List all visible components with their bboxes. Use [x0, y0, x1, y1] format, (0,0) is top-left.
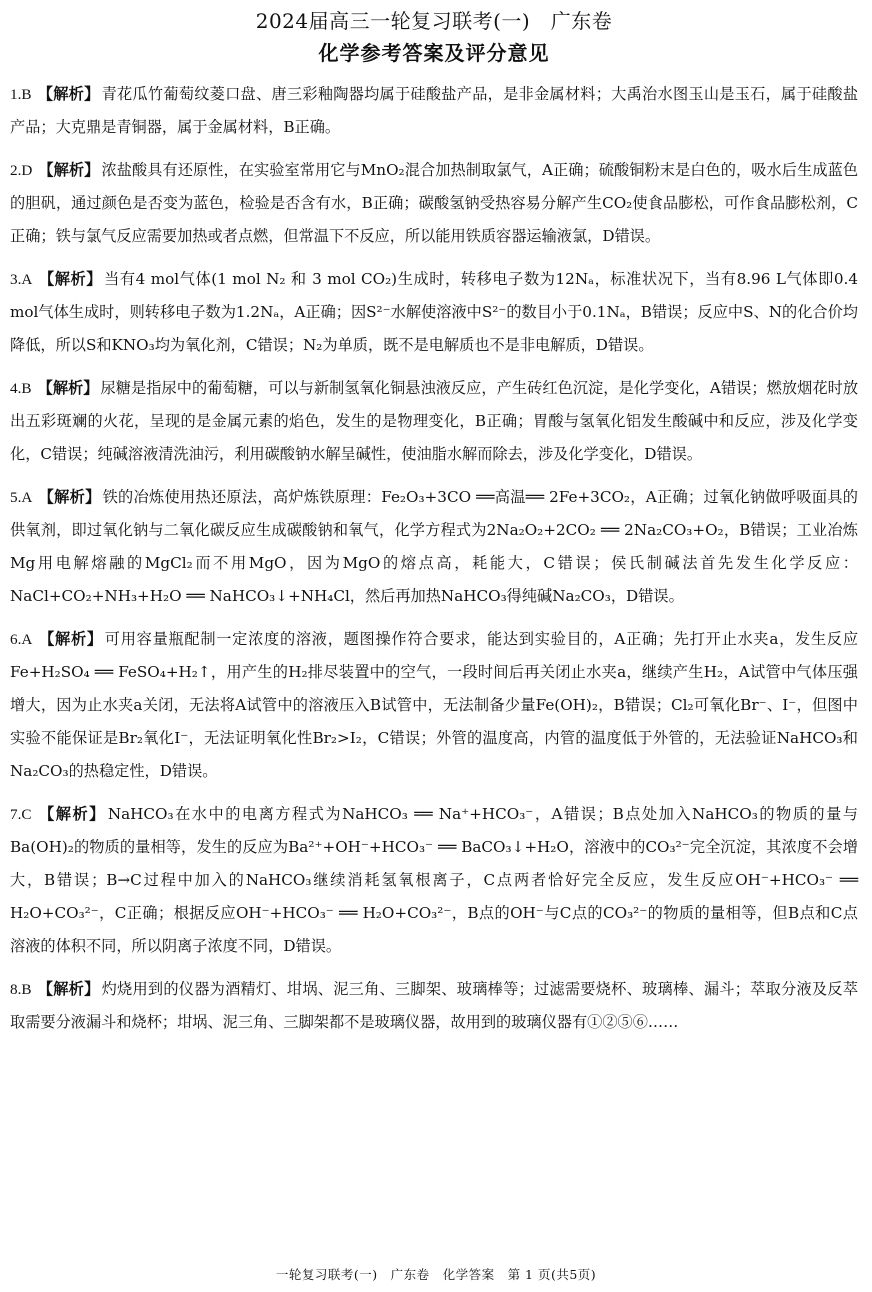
analysis-tag: 【解析】	[38, 488, 101, 506]
answer-item-7	[10, 798, 858, 963]
answer-item-2	[10, 154, 858, 253]
answer-number: 4.B	[10, 380, 32, 397]
analysis-tag: 【解析】	[37, 980, 100, 998]
analysis-tag: 【解析】	[38, 161, 100, 179]
answer-explanation: 可用容量瓶配制一定浓度的溶液，题图操作符合要求，能达到实验目的，A正确；先打开止水夹a，发生反应Fe+H₂SO₄ ══ FeSO₄+H₂↑，用产生的H₂排尽装置中的空气，一段时间后再关闭止水夹a，继续产生H₂，A试管中气体压强增大，因为止水夹a关闭，无法将A试管中的溶液压入B试管中，无法制备少量Fe(OH)₂，B错误；Cl₂可氧化Br⁻、I⁻，但图中实验不能保证是Br₂氧化I⁻，无法证明氧化性Br₂>I₂，C错误；外管的温度高，内管的温度低于外管的，无法验证NaHCO₃和Na₂CO₃的热稳定性，D错误。	[10, 630, 859, 780]
exam-title: 2024届高三一轮复习联考(一) 广东卷	[255, 9, 613, 33]
answer-item-5	[10, 481, 858, 613]
answer-item-3	[10, 263, 858, 362]
answer-number: 1.B	[10, 86, 32, 103]
answer-explanation: 青花瓜竹葡萄纹菱口盘、唐三彩釉陶器均属于硅酸盐产品，是非金属材料；大禹治水图玉山是玉石，属于硅酸盐产品；大克鼎是青铜器，属于金属材料，B正确。	[10, 85, 859, 136]
analysis-tag: 【解析】	[38, 270, 103, 288]
analysis-tag: 【解析】	[37, 805, 106, 823]
answer-key-subtitle: 化学参考答案及评分意见	[318, 41, 550, 65]
answer-explanation: 尿糖是指尿中的葡萄糖，可以与新制氢氧化铜悬浊液反应，产生砖红色沉淀，是化学变化，A错误；燃放烟花时放出五彩斑斓的火花，呈现的是金属元素的焰色，发生的是物理变化，B正确；胃酸与氢氧化铝发生酸碱中和反应，涉及化学变化，C错误；纯碱溶液清洗油污，利用碳酸钠水解呈碱性，使油脂水解而除去，涉及化学变化，D错误。	[10, 379, 859, 463]
answer-item-6	[10, 623, 858, 788]
answer-number: 5.A	[10, 489, 33, 506]
answer-item-4	[10, 372, 858, 471]
analysis-tag: 【解析】	[38, 630, 103, 648]
answer-number: 2.D	[10, 162, 33, 179]
answer-explanation: NaHCO₃在水中的电离方程式为NaHCO₃ ══ Na⁺+HCO₃⁻，A错误；B点处加入NaHCO₃的物质的量与Ba(OH)₂的物质的量相等，发生的反应为Ba²⁺+OH⁻+HCO₃⁻ ══ BaCO₃↓+H₂O，溶液中的CO₃²⁻完全沉淀，其浓度不会增大，B错误；B→C过程中加入的NaHCO₃继续消耗氢氧根离子，C点两者恰好完全反应，发生反应OH⁻+HCO₃⁻ ══ H₂O+CO₃²⁻，C正确；根据反应OH⁻+HCO₃⁻ ══ H₂O+CO₃²⁻，B点的OH⁻与C点的CO₃²⁻的物质的量相等，但B点和C点溶液的体积不同，所以阴离子浓度不同，D错误。	[10, 805, 858, 955]
answer-number: 8.B	[10, 981, 32, 998]
answer-item-8	[10, 973, 858, 1039]
answer-item-1	[10, 78, 858, 144]
analysis-tag: 【解析】	[37, 85, 100, 103]
answer-list	[10, 78, 858, 1039]
answer-explanation: 铁的冶炼使用热还原法，高炉炼铁原理：Fe₂O₃+3CO ══高温══ 2Fe+3CO₂，A正确；过氧化钠做呼吸面具的供氧剂，即过氧化钠与二氧化碳反应生成碳酸钠和氧气，化学方程式为2Na₂O₂+2CO₂ ══ 2Na₂CO₃+O₂，B错误；工业冶炼Mg用电解熔融的MgCl₂而不用MgO，因为MgO的熔点高，耗能大，C错误；侯氏制碱法首先发生化学反应：NaCl+CO₂+NH₃+H₂O ══ NaHCO₃↓+NH₄Cl，然后再加热NaHCO₃得纯碱Na₂CO₃，D错误。	[10, 488, 858, 605]
answer-number: 3.A	[10, 271, 33, 288]
answer-explanation: 浓盐酸具有还原性，在实验室常用它与MnO₂混合加热制取氯气，A正确；硫酸铜粉末是白色的，吸水后生成蓝色的胆矾，通过颜色是否变为蓝色，检验是否含有水，B正确；碳酸氢钠受热容易分解产生CO₂使食品膨松，可作食品膨松剂，C正确；铁与氯气反应需要加热或者点燃，但常温下不反应，所以能用铁质容器运输液氯，D错误。	[10, 161, 859, 245]
answer-explanation: 灼烧用到的仪器为酒精灯、坩埚、泥三角、三脚架、玻璃棒等；过滤需要烧杯、玻璃棒、漏斗；萃取分液及反萃取需要分液漏斗和烧杯；坩埚、泥三角、三脚架都不是玻璃仪器，故用到的玻璃仪器有①②⑤⑥……	[10, 980, 859, 1031]
answer-number: 6.A	[10, 631, 33, 648]
analysis-tag: 【解析】	[37, 379, 99, 397]
page-footer: 一轮复习联考(一) 广东卷 化学答案 第 1 页(共5页)	[275, 1267, 597, 1282]
answer-explanation: 当有4 mol气体(1 mol N₂ 和 3 mol CO₂)生成时，转移电子数为12Nₐ，标准状况下，当有8.96 L气体即0.4 mol气体生成时，则转移电子数为1.2Nₐ，A正确；因S²⁻水解使溶液中S²⁻的数目小于0.1Nₐ，B错误；反应中S、N的化合价均降低，所以S和KNO₃均为氧化剂，C错误；N₂为单质，既不是电解质也不是非电解质，D错误。	[10, 270, 859, 354]
answer-number: 7.C	[10, 806, 32, 823]
